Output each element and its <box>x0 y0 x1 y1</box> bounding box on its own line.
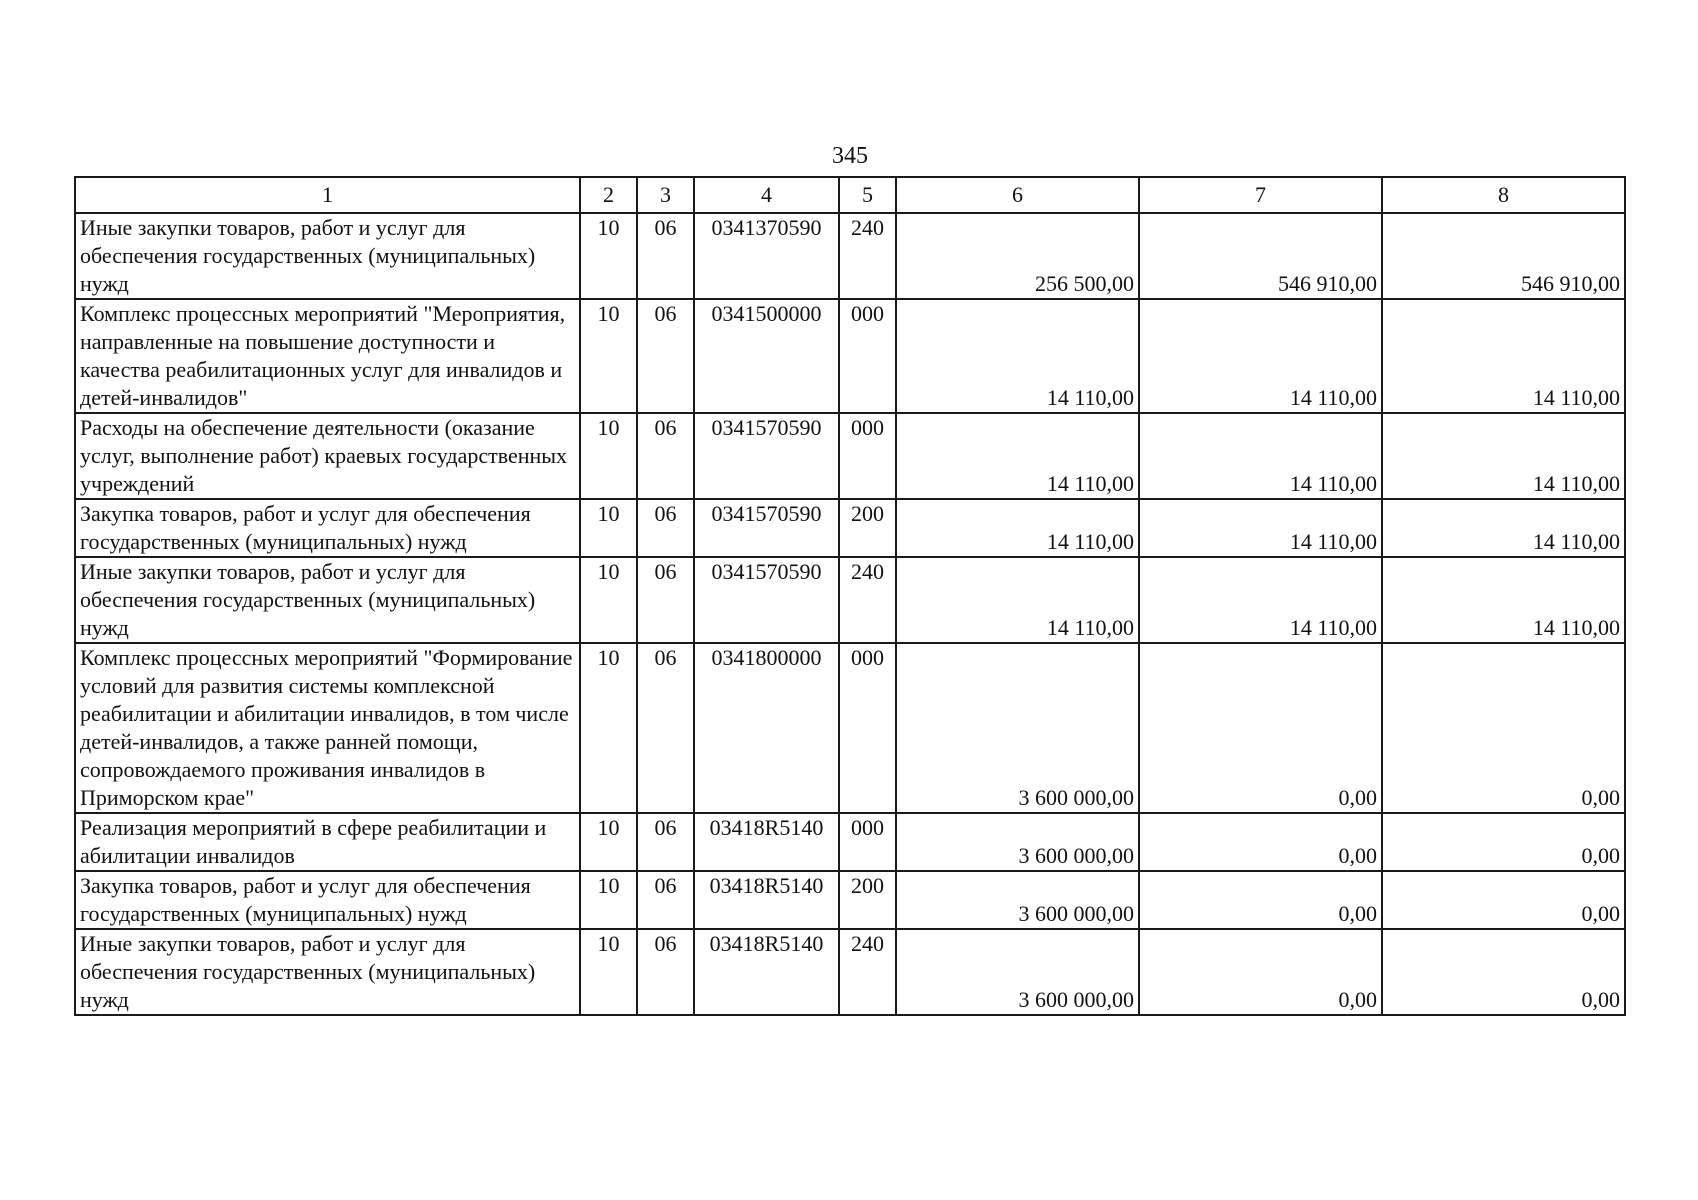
subsection-code: 06 <box>637 813 694 871</box>
column-header-1: 1 <box>75 177 580 213</box>
expense-name: Комплекс процессных мероприятий "Мероприятия, направленные на повышение доступности и качества реабилитационных услуг для инвалидов и детей-инвалидов" <box>75 299 580 413</box>
expense-name: Иные закупки товаров, работ и услуг для обеспечения государственных (муниципальных) нужд <box>75 929 580 1015</box>
expense-name: Расходы на обеспечение деятельности (оказание услуг, выполнение работ) краевых государственных учреждений <box>75 413 580 499</box>
amount-column-6: 3 600 000,00 <box>896 813 1139 871</box>
amount-column-7: 0,00 <box>1139 643 1382 813</box>
amount-column-8: 0,00 <box>1382 813 1625 871</box>
amount-column-6: 3 600 000,00 <box>896 643 1139 813</box>
amount-column-8: 0,00 <box>1382 871 1625 929</box>
expense-name: Иные закупки товаров, работ и услуг для обеспечения государственных (муниципальных) нужд <box>75 213 580 299</box>
target-article-code: 0341370590 <box>694 213 839 299</box>
budget-table <box>74 176 1626 1016</box>
expense-type-code: 000 <box>839 413 896 499</box>
amount-column-8: 14 110,00 <box>1382 557 1625 643</box>
table-row <box>75 413 1625 499</box>
table-header <box>75 177 1625 213</box>
header-row <box>75 177 1625 213</box>
amount-column-7: 0,00 <box>1139 871 1382 929</box>
page-number: 345 <box>832 143 868 169</box>
column-header-5: 5 <box>839 177 896 213</box>
target-article-code: 03418R5140 <box>694 871 839 929</box>
expense-name: Комплекс процессных мероприятий "Формирование условий для развития системы комплексной реабилитации и абилитации инвалидов, в том числе детей-инвалидов, а также ранней помощи, сопровождаемого проживания инвалидов в Приморском крае" <box>75 643 580 813</box>
section-code: 10 <box>580 871 637 929</box>
section-code: 10 <box>580 929 637 1015</box>
expense-type-code: 000 <box>839 299 896 413</box>
expense-type-code: 200 <box>839 871 896 929</box>
table-body <box>75 213 1625 1015</box>
amount-column-7: 546 910,00 <box>1139 213 1382 299</box>
column-header-2: 2 <box>580 177 637 213</box>
column-header-4: 4 <box>694 177 839 213</box>
expense-type-code: 200 <box>839 499 896 557</box>
section-code: 10 <box>580 557 637 643</box>
subsection-code: 06 <box>637 929 694 1015</box>
target-article-code: 0341800000 <box>694 643 839 813</box>
amount-column-6: 14 110,00 <box>896 413 1139 499</box>
subsection-code: 06 <box>637 557 694 643</box>
amount-column-7: 0,00 <box>1139 813 1382 871</box>
section-code: 10 <box>580 813 637 871</box>
section-code: 10 <box>580 213 637 299</box>
amount-column-8: 14 110,00 <box>1382 413 1625 499</box>
target-article-code: 0341500000 <box>694 299 839 413</box>
section-code: 10 <box>580 413 637 499</box>
table-row <box>75 929 1625 1015</box>
subsection-code: 06 <box>637 643 694 813</box>
amount-column-8: 14 110,00 <box>1382 499 1625 557</box>
expense-name: Закупка товаров, работ и услуг для обеспечения государственных (муниципальных) нужд <box>75 871 580 929</box>
subsection-code: 06 <box>637 299 694 413</box>
section-code: 10 <box>580 499 637 557</box>
table-row <box>75 499 1625 557</box>
subsection-code: 06 <box>637 871 694 929</box>
table-row <box>75 643 1625 813</box>
amount-column-7: 14 110,00 <box>1139 557 1382 643</box>
column-header-6: 6 <box>896 177 1139 213</box>
amount-column-6: 3 600 000,00 <box>896 871 1139 929</box>
expense-type-code: 240 <box>839 929 896 1015</box>
amount-column-8: 546 910,00 <box>1382 213 1625 299</box>
amount-column-7: 0,00 <box>1139 929 1382 1015</box>
expense-type-code: 000 <box>839 643 896 813</box>
amount-column-6: 14 110,00 <box>896 299 1139 413</box>
amount-column-7: 14 110,00 <box>1139 499 1382 557</box>
amount-column-6: 14 110,00 <box>896 499 1139 557</box>
amount-column-8: 0,00 <box>1382 643 1625 813</box>
target-article-code: 0341570590 <box>694 499 839 557</box>
target-article-code: 0341570590 <box>694 413 839 499</box>
amount-column-7: 14 110,00 <box>1139 413 1382 499</box>
amount-column-8: 14 110,00 <box>1382 299 1625 413</box>
section-code: 10 <box>580 299 637 413</box>
amount-column-6: 3 600 000,00 <box>896 929 1139 1015</box>
table-row <box>75 557 1625 643</box>
expense-name: Иные закупки товаров, работ и услуг для обеспечения государственных (муниципальных) нужд <box>75 557 580 643</box>
table-row <box>75 871 1625 929</box>
expense-type-code: 000 <box>839 813 896 871</box>
subsection-code: 06 <box>637 213 694 299</box>
target-article-code: 0341570590 <box>694 557 839 643</box>
expense-type-code: 240 <box>839 213 896 299</box>
table-row <box>75 299 1625 413</box>
target-article-code: 03418R5140 <box>694 929 839 1015</box>
amount-column-8: 0,00 <box>1382 929 1625 1015</box>
expense-type-code: 240 <box>839 557 896 643</box>
subsection-code: 06 <box>637 499 694 557</box>
table-row <box>75 213 1625 299</box>
column-header-3: 3 <box>637 177 694 213</box>
amount-column-6: 14 110,00 <box>896 557 1139 643</box>
target-article-code: 03418R5140 <box>694 813 839 871</box>
expense-name: Реализация мероприятий в сфере реабилитации и абилитации инвалидов <box>75 813 580 871</box>
table-row <box>75 813 1625 871</box>
section-code: 10 <box>580 643 637 813</box>
column-header-7: 7 <box>1139 177 1382 213</box>
column-header-8: 8 <box>1382 177 1625 213</box>
amount-column-7: 14 110,00 <box>1139 299 1382 413</box>
subsection-code: 06 <box>637 413 694 499</box>
amount-column-6: 256 500,00 <box>896 213 1139 299</box>
expense-name: Закупка товаров, работ и услуг для обеспечения государственных (муниципальных) нужд <box>75 499 580 557</box>
